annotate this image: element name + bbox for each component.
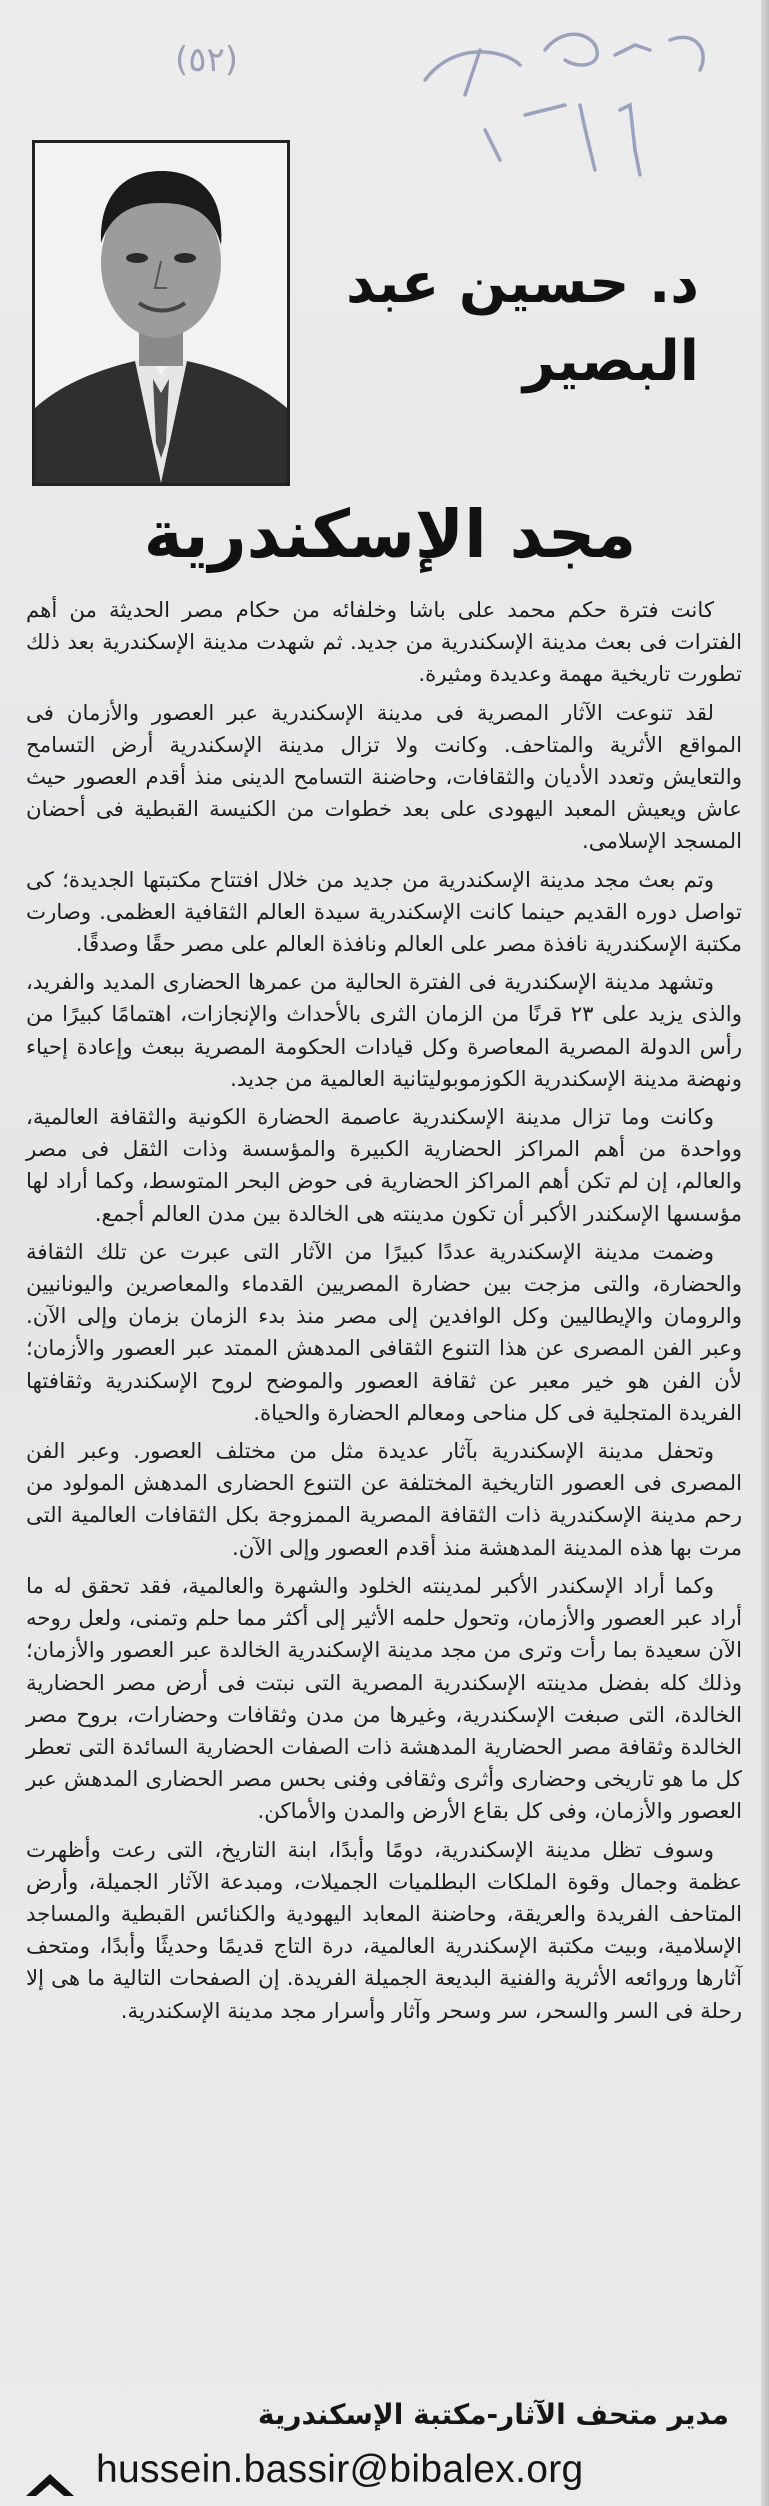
article-paragraph: وضمت مدينة الإسكندرية عددًا كبيرًا من الآثار التى عبرت عن تلك الثقافة والحضارة، والتى مزجت بين حضارة المصريين القدماء والمعاصرين واليونانيين والرومان والإيطاليين وكل الوافدين إلى مصر منذ بدء الزمان بزمان وإلى الآن. وعبر الفن المصرى عن هذا التنوع الثقافى المدهش الممتد عبر العصور والأزمان؛ لأن الفن هو خير معبر عن ثقافة العصور والموضح لروح الإسكندرية وثقافتها الفريدة المتجلية فى كل مناحى ومعالم الحضارة والحياة. — [26, 1239, 742, 1426]
author-name-line-2: البصير — [523, 329, 699, 394]
author-name — [319, 245, 699, 401]
author-photo — [32, 140, 290, 486]
article-paragraph: وكانت وما تزال مدينة الإسكندرية عاصمة الحضارة الكونية والثقافة العالمية، وواحدة من أهم المراكز الحضارية الكبيرة والمؤسسة وذات الثقل فى مصر والعالم، إن لم تكن أهم المراكز الحضارية فى حوض البحر المتوسط، وكما أراد لها مؤسسها الإسكندر الأكبر أن تكون مدينته هى الخالدة بين مدن العالم أجمع. — [26, 1105, 742, 1227]
article-paragraph: وكما أراد الإسكندر الأكبر لمدينته الخلود والشهرة والعالمية، فقد تحقق له ما أراد عبر العصور والأزمان، وتحول حلمه الأثير إلى أكثر مما حلم وتمنى، ولعل روحه الآن سعيدة بما رأت وترى من مجد مدينة الإسكندرية الخالدة عبر العصور والأزمان؛ وذلك كله بفضل مدينته الإسكندرية المصرية التى نبتت فى أرض مصر الحضارية الخالدة، التى صبغت الإسكندرية، وغيرها من مدن وثقافات وحضارات، بروح مصر الخالدة وثقافة مصر الحضارية المدهشة ذات الصفات الحضارية السائدة التى تعطر كل ما هو تاريخى وحضارى وأثرى وثقافى وفنى بحس مصر الحضارى المدهش عبر العصور والأزمان، وفى كل بقاع الأرض والمدن والأماكن. — [26, 1573, 742, 1825]
author-signature-title: مدير متحف الآثار-مكتبة الإسكندرية — [257, 2398, 729, 2431]
handwritten-code: (٥٢) — [175, 40, 239, 80]
article-paragraph: لقد تنوعت الآثار المصرية فى مدينة الإسكندرية عبر العصور والأزمان فى المواقع الأثرية والمتاحف. وكانت ولا تزال مدينة الإسكندرية أرض التسامح والتعايش وتعدد الأديان والثقافات، وحاضنة التسامح الدينى منذ أقدم العصور حيث عاش ويعيش المعبد اليهودى على بعد خطوات من الكنيسة القبطية فى أحضان المسجد الإسلامى. — [26, 700, 742, 855]
caret-up-icon — [22, 2468, 78, 2498]
author-email: hussein.bassir@bibalex.org — [96, 2448, 584, 2491]
article-body — [26, 595, 742, 2034]
article-paragraph: وسوف تظل مدينة الإسكندرية، دومًا وأبدًا، ابنة التاريخ، التى رعت وأظهرت عظمة وجمال وقوة الملكات البطلميات الجميلات، ومبدعة الآثار الجميلة، وأرض المتاحف الفريدة والعريقة، وحاضنة المعابد اليهودية والكنائس القبطية والمساجد الإسلامية، وبيت مكتبة الإسكندرية العالمية، درة التاج قديمًا وحديثًا وأبدًا، ومتحف آثارها وروائعه الأثرية والفنية البديعة الجميلة الفريدة. إن الصفحات التالية ما هى إلا رحلة فى السر والسحر، سر وسحر وآثار وأسرار مجد مدينة الإسكندرية. — [26, 1837, 742, 2024]
author-name-line-1: د. حسين عبد — [345, 251, 699, 316]
handwritten-date-mark — [395, 10, 725, 190]
article-paragraph: وتحفل مدينة الإسكندرية بآثار عديدة مثل من مختلف العصور. وعبر الفن المصرى فى العصور التاريخية المختلفة عن التنوع الحضارى المدهش المولود من رحم مدينة الإسكندرية ذات الثقافة المصرية الممزوجة بكل الثقافات العالمية التى مرت بها هذه المدينة المدهشة منذ أقدم العصور وإلى الآن. — [26, 1439, 742, 1561]
article-paragraph: وتشهد مدينة الإسكندرية فى الفترة الحالية من عمرها الحضارى المديد والفريد، والذى يزيد على ٢٣ قرنًا من الزمان الثرى بالأحداث والإنجازات، اهتمامًا كبيرًا من رأس الدولة المصرية المعاصرة وكل قيادات الحكومة المصرية ببعث وإعادة إحياء ونهضة مدينة الإسكندرية الكوزموبوليتانية العالمية من جديد. — [26, 970, 742, 1092]
handwritten-date — [395, 10, 725, 190]
author-portrait-image — [35, 143, 287, 483]
page-edge — [761, 0, 769, 2506]
article-paragraph: كانت فترة حكم محمد على باشا وخلفائه من حكام مصر الحديثة من أهم الفترات فى بعث مدينة الإسكندرية من جديد. ثم شهدت مدينة الإسكندرية بعد ذلك تطورت تاريخية مهمة وعديدة ومثيرة. — [26, 598, 742, 688]
article-paragraph: وتم بعث مجد مدينة الإسكندرية من جديد من خلال افتتاح مكتبتها الجديدة؛ كى تواصل دوره القديم حينما كانت الإسكندرية سيدة العالم الثقافية العظمى. وصارت مكتبة الإسكندرية نافذة مصر على العالم ونافذة العالم على مصر حقًا وصدقًا. — [26, 867, 742, 958]
article-headline: مجد الإسكندرية — [143, 496, 637, 573]
